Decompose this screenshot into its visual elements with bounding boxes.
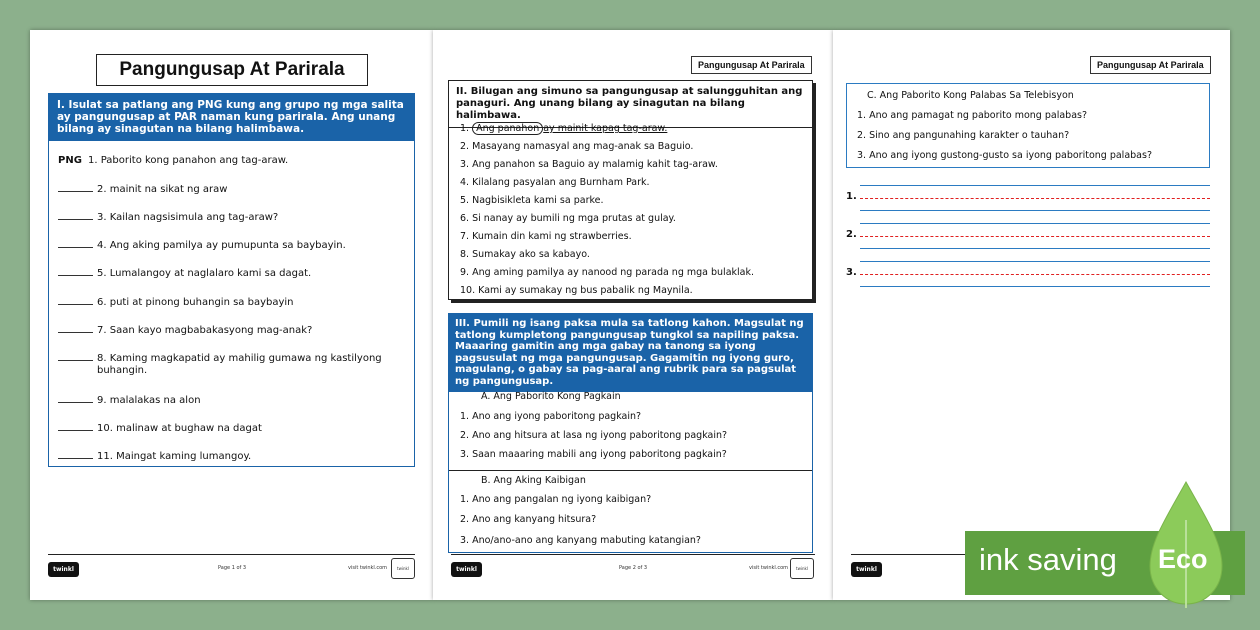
writing-line-dashed[interactable] xyxy=(860,274,1210,275)
twinkl-logo: twinkl xyxy=(851,562,882,577)
visit-link[interactable]: visit twinkl.com xyxy=(348,565,388,571)
footer-divider xyxy=(451,554,815,555)
list-item: 1. Ano ang iyong paboritong pagkain? xyxy=(460,411,642,422)
worksheet-page-1 xyxy=(30,30,433,600)
list-item: 4. Ang aking pamilya ay pumupunta sa baybayin. xyxy=(58,239,408,251)
list-item: 7. Saan kayo magbabakasyong mag-anak? xyxy=(58,324,408,336)
page-number: Page 1 of 3 xyxy=(218,565,247,571)
list-item: 3. Kailan nagsisimula ang tag-araw? xyxy=(58,211,408,223)
list-item: 1. Ano ang pamagat ng paborito mong palabas? xyxy=(857,110,1088,121)
writing-number: 1. xyxy=(846,191,857,202)
writing-line-top xyxy=(860,261,1210,262)
topic-b-title: B. Ang Aking Kaibigan xyxy=(481,475,586,486)
list-item: 10. Kami ay sumakay ng bus pabalik ng Maynila. xyxy=(460,285,693,296)
list-item: 5. Lumalangoy at naglalaro kami sa dagat. xyxy=(58,267,408,279)
footer-divider xyxy=(48,554,415,555)
writing-line-base xyxy=(860,248,1210,249)
page-number: Page 2 of 3 xyxy=(619,565,648,571)
list-item: 2. mainit na sikat ng araw xyxy=(58,183,408,195)
list-item: 3. Saan maaaring mabili ang iyong paboritong pagkain? xyxy=(460,449,727,460)
writing-number: 3. xyxy=(846,267,857,278)
page-header: Pangungusap At Parirala xyxy=(1090,56,1211,74)
section-3-instructions: III. Pumili ng isang paksa mula sa tatlong kahon. Magsulat ng tatlong kumpletong pangungusap tungkol sa napiling paksa. Maaaring gamitin ang mga gabay na tanong sa iyong pagsusulat ng mga pangungusap. Gagamitin ng iyong guro, magulang, o gabay sa pag-aaral ang rubrik para sa pagsulat ng pangungusap. xyxy=(449,314,812,392)
section-2-instructions: II. Bilugan ang simuno sa pangungusap at salungguhitan ang panaguri. Ang unang bilang ay sinagutan na bilang halimbawa. xyxy=(449,81,812,128)
list-item: 3. Ano/ano-ano ang kanyang mabuting katangian? xyxy=(460,535,701,546)
writing-line-dashed[interactable] xyxy=(860,236,1210,237)
answer-example: PNG xyxy=(58,155,82,166)
twinkl-logo: twinkl xyxy=(48,562,79,577)
answer-blank[interactable] xyxy=(58,450,93,459)
answer-blank[interactable] xyxy=(58,239,93,248)
list-item: 1. Ang panahon ay mainit kapag tag-araw. xyxy=(460,123,668,134)
topic-c-title: C. Ang Paborito Kong Palabas Sa Telebisyon xyxy=(867,90,1074,101)
eco-label: Eco xyxy=(1158,544,1208,574)
quality-seal-icon: twinkl xyxy=(790,558,814,579)
writing-line-dashed[interactable] xyxy=(860,198,1210,199)
writing-line-top xyxy=(860,223,1210,224)
visit-link[interactable]: visit twinkl.com xyxy=(749,565,789,571)
writing-number: 2. xyxy=(846,229,857,240)
list-item: 6. Si nanay ay bumili ng mga prutas at gulay. xyxy=(460,213,676,224)
list-item: PNG 1. Paborito kong panahon ang tag-araw. xyxy=(58,155,289,166)
topic-a-title: A. Ang Paborito Kong Pagkain xyxy=(481,391,621,402)
list-item: 4. Kilalang pasyalan ang Burnham Park. xyxy=(460,177,650,188)
writing-line-top xyxy=(860,185,1210,186)
page-header: Pangungusap At Parirala xyxy=(691,56,812,74)
answer-blank[interactable] xyxy=(58,422,93,431)
list-item: 5. Nagbisikleta kami sa parke. xyxy=(460,195,604,206)
page-title: Pangungusap At Parirala xyxy=(96,54,368,86)
worksheet-page-2 xyxy=(433,30,833,600)
answer-blank[interactable] xyxy=(58,296,93,305)
answer-blank[interactable] xyxy=(58,394,93,403)
list-item: 2. Ano ang kanyang hitsura? xyxy=(460,514,597,525)
list-item: 8. Kaming magkapatid ay mahilig gumawa ng kastilyong buhangin. xyxy=(58,352,388,377)
ink-saving-text: ink saving xyxy=(979,542,1117,577)
circled-subject: Ang panahon xyxy=(472,122,543,135)
topic-c-box xyxy=(846,83,1210,168)
section-1-box xyxy=(48,93,415,467)
list-item: 9. Ang aming pamilya ay nanood ng parada ng mga bulaklak. xyxy=(460,267,755,278)
answer-blank[interactable] xyxy=(58,324,93,333)
list-item: 10. malinaw at bughaw na dagat xyxy=(58,422,408,434)
topic-divider xyxy=(449,470,812,471)
section-1-instructions: I. Isulat sa patlang ang PNG kung ang grupo ng mga salita ay pangungusap at PAR naman kung parirala. Ang unang bilang ay sinagutan na bilang halimbawa. xyxy=(49,94,414,141)
list-item: 2. Sino ang pangunahing karakter o tauhan? xyxy=(857,130,1070,141)
list-item: 6. puti at pinong buhangin sa baybayin xyxy=(58,296,408,308)
list-item: 7. Kumain din kami ng strawberries. xyxy=(460,231,632,242)
writing-line-base xyxy=(860,286,1210,287)
answer-blank[interactable] xyxy=(58,267,93,276)
list-item: 3. Ang panahon sa Baguio ay malamig kahit tag-araw. xyxy=(460,159,718,170)
answer-blank[interactable] xyxy=(58,211,93,220)
answer-blank[interactable] xyxy=(58,352,93,361)
list-item: 8. Sumakay ako sa kabayo. xyxy=(460,249,590,260)
twinkl-logo: twinkl xyxy=(451,562,482,577)
answer-blank[interactable] xyxy=(58,183,93,192)
list-item: 3. Ano ang iyong gustong-gusto sa iyong paboritong palabas? xyxy=(857,150,1152,161)
list-item: 11. Maingat kaming lumangoy. xyxy=(58,450,408,462)
quality-seal-icon: twinkl xyxy=(391,558,415,579)
list-item: 1. Ano ang pangalan ng iyong kaibigan? xyxy=(460,494,652,505)
writing-line-base xyxy=(860,210,1210,211)
list-item: 2. Masayang namasyal ang mag-anak sa Baguio. xyxy=(460,141,694,152)
list-item: 9. malalakas na alon xyxy=(58,394,408,406)
list-item: 2. Ano ang hitsura at lasa ng iyong paboritong pagkain? xyxy=(460,430,728,441)
